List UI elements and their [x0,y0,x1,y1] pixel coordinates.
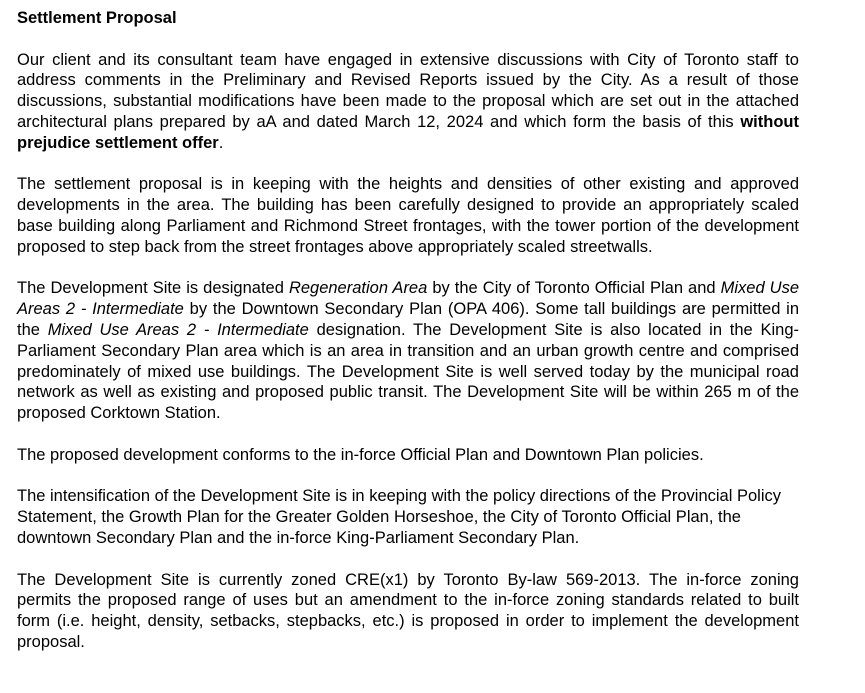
paragraph-designation [17,278,799,424]
paragraph-text: Our client and its consultant team have engaged in extensive discussions with City of Toronto staff to address comments in the Preliminary and Revised Reports issued by the City. As a result of those discussions, substantial modifications have been made to the proposal which are set out in the attached architectural plans prepared by aA and dated March 12, 2024 and which form the basis of this [17,50,799,131]
italic-term: Regeneration Area [288,279,428,298]
italic-term: Mixed Use Areas 2 - Intermediate [47,320,309,339]
paragraph-conformity: The proposed development conforms to the in-force Official Plan and Downtown Plan policies. [17,445,704,464]
italic-term: Mixed Use Areas 2 - Intermediate [17,279,800,319]
paragraph-settlement-intro [17,50,799,154]
section-heading: Settlement Proposal [17,9,177,27]
paragraph-text: The Development Site is designated [17,279,289,298]
paragraph-text: designation. The Development Site is also located in the King-Parliament Secondary Plan area which is an area in transition and an urban growth centre and comprised predominately of mixed use buildings. The Development Site is well served today by the municipal road network as well as existing and proposed public transit. The Development Site will be within 265 m of the proposed Corktown Station. [17,320,799,423]
paragraph-zoning: The Development Site is currently zoned CRE(x1) by Toronto By-law 569-2013. The in-force zoning permits the proposed range of uses but an amendment to the in-force zoning standards related to built form (i.e. height, density, setbacks, stepbacks, etc.) is proposed in order to implement the development proposal. [17,570,799,651]
paragraph-text: by the Downtown Secondary Plan (OPA 406). Some tall buildings are permitted in the [17,300,799,339]
paragraph-text: . [218,133,224,152]
paragraph-text: by the City of Toronto Official Plan and [427,279,721,298]
paragraph-heights-densities: The settlement proposal is in keeping with the heights and densities of other existing and approved developments in the area. The building has been carefully designed to provide an appropriately scaled base building along Parliament and Richmond Street frontages, with the tower portion of the development proposed to step back from the street frontages above appropriately scaled streetwalls. [17,175,799,256]
bold-phrase: without prejudice settlement offer [17,112,799,152]
paragraph-intensification: The intensification of the Development Site is in keeping with the policy directions of the Provincial Policy Statement, the Growth Plan for the Greater Golden Horseshoe, the City of Toronto Official Plan, the downtown Secondary Plan and the in-force King-Parliament Secondary Plan. [17,487,781,547]
